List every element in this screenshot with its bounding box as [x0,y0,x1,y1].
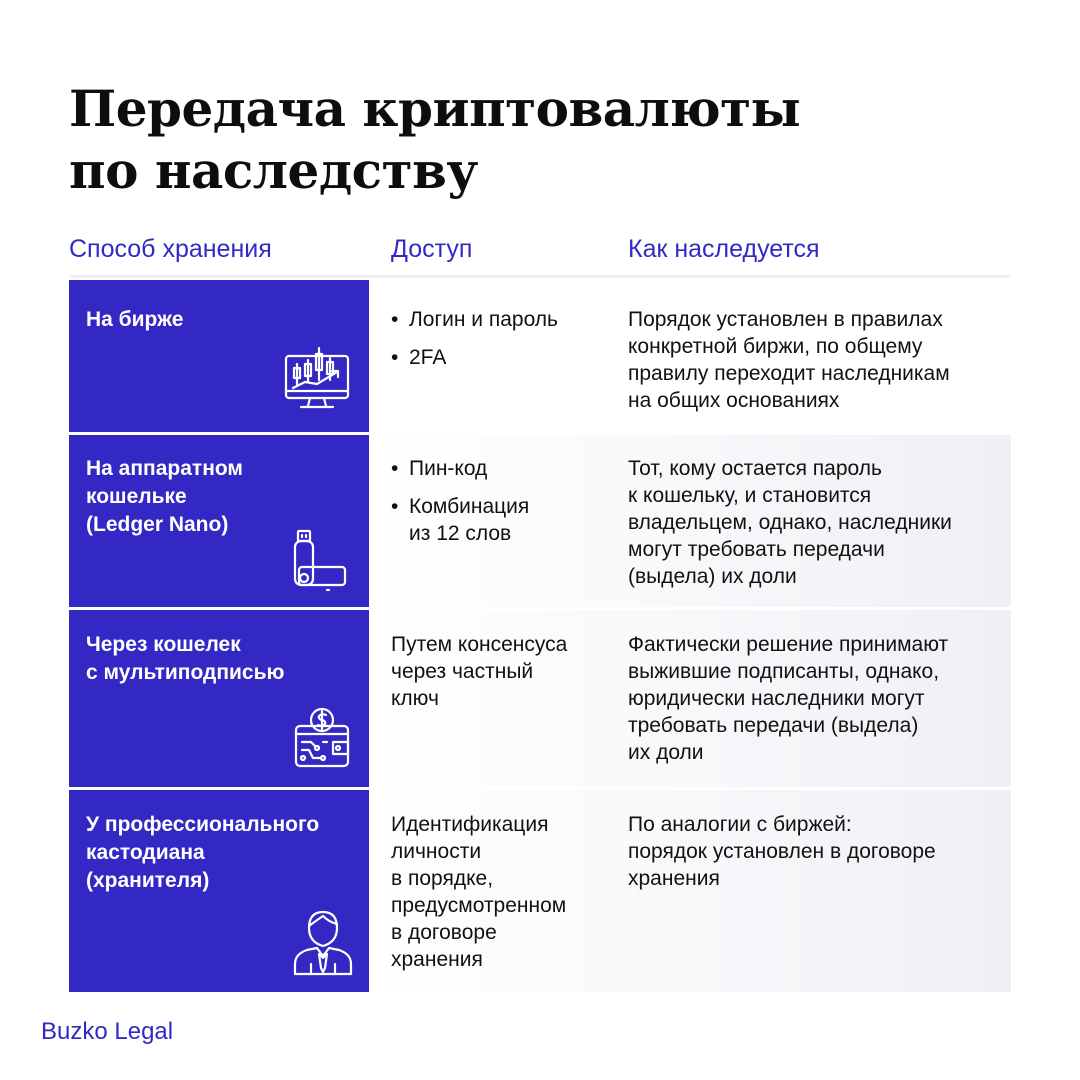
inheritance-cell: По аналогии с биржей: порядок установлен в договоре хранения [628,813,936,890]
table-header [0,232,1080,272]
method-cell [69,435,369,607]
table-row [69,280,1011,432]
table-row [69,610,1011,787]
method-label: У профессионального кастодиана (хранителя) [86,813,320,892]
title-line-1: Передача криптовалюты [69,79,801,138]
method-cell [69,610,369,787]
table-row [69,435,1011,607]
method-label: На бирже [86,308,184,331]
column-header-access: Доступ [391,235,473,263]
access-text: Путем консенсуса через частный ключ [391,633,568,710]
inheritance-cell: Порядок установлен в правилах конкретной биржи, по общему правилу переходит наследникам на общих основаниях [628,308,950,412]
access-cell [391,631,611,712]
multisig-wallet-icon [293,706,351,770]
inheritance-cell: Фактически решение принимают выжившие подписанты, однако, юридически наследники могут требовать передачи (выдела) их доли [628,633,949,764]
method-label: Через кошелек с мультиподписью [86,633,285,684]
title-line-2: по наследству [69,141,478,200]
table-row [69,790,1011,992]
access-bullet: • Комбинация из 12 слов [391,493,611,547]
access-cell [391,455,611,558]
brand-logo-text: Buzko Legal [41,1018,174,1045]
column-header-method: Способ хранения [69,235,272,263]
page-title [69,78,969,202]
header-divider [69,275,1011,278]
access-bullet: • 2FA [391,344,611,371]
access-cell [391,811,611,973]
method-label: На аппаратном кошельке (Ledger Nano) [86,457,243,536]
hardware-wallet-usb-icon [291,529,349,593]
access-bullet: • Логин и пароль [391,306,611,333]
method-cell [69,790,369,992]
column-header-inheritance: Как наследуется [628,235,820,263]
custodian-person-icon [293,908,353,976]
access-bullet: • Пин-код [391,455,611,482]
exchange-chart-monitor-icon [283,346,351,416]
method-cell [69,280,369,432]
access-text: Идентификация личности в порядке, предусмотренном в договоре хранения [391,813,567,971]
inheritance-cell: Тот, кому остается пароль к кошельку, и становится владельцем, однако, наследники могут требовать передачи (выдела) их доли [628,457,952,588]
access-cell [391,306,611,382]
